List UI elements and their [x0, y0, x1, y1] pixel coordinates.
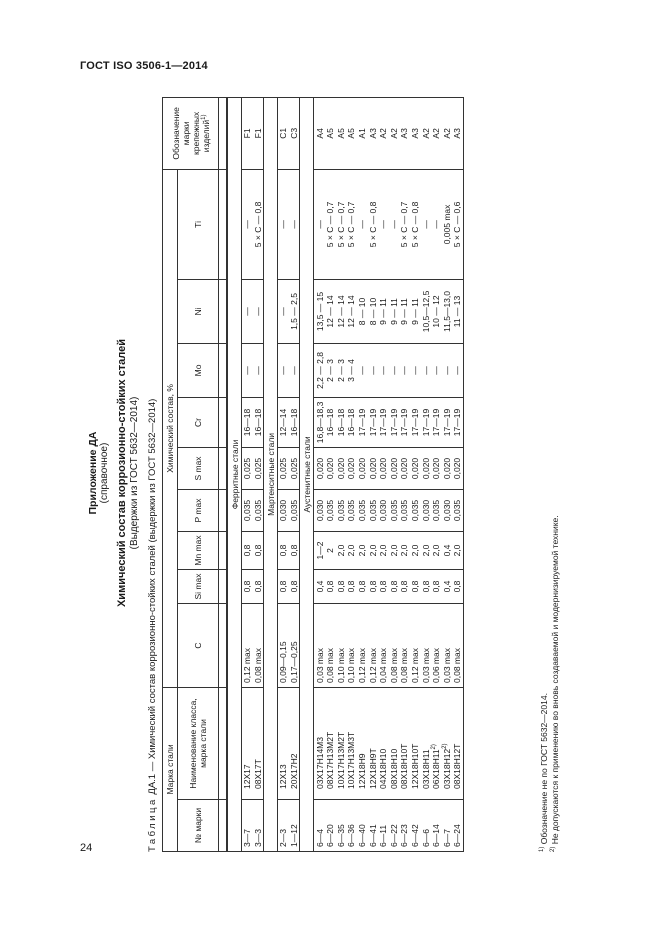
mo-cell: 2 — 3 — [325, 343, 336, 397]
ni-cell: — — [278, 279, 289, 343]
c-cell: 0,03 max — [442, 603, 453, 687]
steel-number-cell: 6—35 — [336, 800, 347, 852]
mo-cell: — — [442, 343, 453, 397]
header-c: C — [178, 603, 219, 687]
p-cell: 0,035 — [336, 489, 347, 531]
steel-number-cell: 6—40 — [357, 800, 368, 852]
header-mn: Mn max — [178, 531, 219, 569]
fastener-mark-cell: A2 — [420, 97, 431, 169]
table-caption — [147, 399, 159, 852]
ti-cell: — — [431, 169, 442, 279]
si-cell: 0,8 — [346, 569, 357, 603]
page-number: 24 — [80, 842, 93, 854]
header-number: № марки — [178, 800, 219, 852]
steel-name-cell — [314, 687, 325, 799]
mo-cell: — — [357, 343, 368, 397]
ti-cell: 5 × С — 0,8 — [253, 169, 264, 279]
steel-name-cell — [442, 687, 453, 799]
s-cell: 0,020 — [420, 447, 431, 489]
s-cell: 0,020 — [367, 447, 378, 489]
cr-cell: 17—19 — [410, 397, 421, 447]
si-cell: 0,8 — [420, 569, 431, 603]
mo-cell: — — [289, 343, 300, 397]
steel-number-cell: 6—20 — [325, 800, 336, 852]
section-ferritic — [227, 97, 242, 851]
mn-cell: 2,0 — [346, 531, 357, 569]
header-fastener-mark — [163, 97, 219, 169]
mo-cell: — — [242, 343, 253, 397]
steel-name-cell — [346, 687, 357, 799]
c-cell: 0,08 max — [399, 603, 410, 687]
fastener-mark-cell: F1 — [253, 97, 264, 169]
ni-cell: 11 — 13 — [452, 279, 463, 343]
s-cell: 0,020 — [346, 447, 357, 489]
c-cell: 0,08 max — [452, 603, 463, 687]
cr-cell: 17—19 — [389, 397, 400, 447]
ni-cell: 8 — 10 — [357, 279, 368, 343]
table-row — [253, 97, 264, 851]
footnote-2 — [550, 515, 561, 852]
ni-cell: 12 — 14 — [325, 279, 336, 343]
steel-name-cell — [399, 687, 410, 799]
cr-cell: 16—18 — [325, 397, 336, 447]
steel-name-cell — [278, 687, 289, 799]
section-martensitic — [264, 97, 278, 851]
si-cell: 0,8 — [399, 569, 410, 603]
table-row — [242, 97, 253, 851]
c-cell: 0,06 max — [431, 603, 442, 687]
p-cell: 0,035 — [289, 489, 300, 531]
ni-cell: 10,5—12,5 — [420, 279, 431, 343]
ti-cell: — — [278, 169, 289, 279]
ti-cell: 5 × С — 0,7 — [336, 169, 347, 279]
cr-cell: 17—19 — [431, 397, 442, 447]
ti-cell: — — [420, 169, 431, 279]
fastener-mark-cell: A2 — [378, 97, 389, 169]
steel-name-cell — [242, 687, 253, 799]
cr-cell: 17—19 — [367, 397, 378, 447]
steel-name-footnote-mark: 2) — [431, 744, 438, 750]
mo-cell: 2 — 3 — [336, 343, 347, 397]
s-cell: 0,025 — [253, 447, 264, 489]
steel-name-cell — [253, 687, 264, 799]
mo-cell: — — [389, 343, 400, 397]
mo-cell: — — [431, 343, 442, 397]
table-row — [399, 97, 410, 851]
p-cell: 0,035 — [253, 489, 264, 531]
c-cell: 0,09—0,15 — [278, 603, 289, 687]
steel-name-cell — [357, 687, 368, 799]
steel-number-cell: 3—3 — [253, 800, 264, 852]
table-row — [378, 97, 389, 851]
ni-cell: 12 — 14 — [336, 279, 347, 343]
mo-cell: — — [378, 343, 389, 397]
mn-cell: 0,4 — [442, 531, 453, 569]
ti-cell: 5 × С — 0,6 — [452, 169, 463, 279]
cr-cell: 16—18 — [253, 397, 264, 447]
steel-name-text: 12Х18Н9 — [357, 753, 368, 789]
ni-cell: 9 — 11 — [410, 279, 421, 343]
mn-cell: 2,0 — [410, 531, 421, 569]
si-cell: 0,8 — [367, 569, 378, 603]
fastener-mark-cell: F1 — [242, 97, 253, 169]
header-steel-grade: Марка стали — [163, 687, 178, 851]
chem-subtitle: (Выдержки из ГОСТ 5632—2014) — [129, 396, 140, 550]
fastener-mark-cell: A2 — [389, 97, 400, 169]
steel-number-cell: 6—41 — [367, 800, 378, 852]
table-caption-text: ДА.1 — Химический состав коррозионно-стойких сталей (выдержки из ГОСТ 5632—2014) — [147, 398, 158, 798]
mo-cell: — — [452, 343, 463, 397]
ti-cell: 5 × С — 0,8 — [410, 169, 421, 279]
fastener-mark-cell: A5 — [336, 97, 347, 169]
steel-name-text: 20Х17Н2 — [289, 753, 300, 789]
fastener-mark-cell: A2 — [442, 97, 453, 169]
mo-cell: 2,2 — 2,8 — [314, 343, 325, 397]
ni-cell: 13,5 — 15 — [314, 279, 325, 343]
footnote-1-text: Обозначение не по ГОСТ 5632—2014. — [539, 693, 549, 847]
mn-cell: 1—2 — [314, 531, 325, 569]
ni-cell: 9 — 11 — [399, 279, 410, 343]
steel-name-cell — [420, 687, 431, 799]
p-cell: 0,030 — [278, 489, 289, 531]
steel-number-cell: 1—12 — [289, 800, 300, 852]
table-row — [389, 97, 400, 851]
p-cell: 0,035 — [399, 489, 410, 531]
si-cell: 0,8 — [289, 569, 300, 603]
appendix-subtitle: (справочное) — [99, 442, 110, 504]
cr-cell: 17—19 — [452, 397, 463, 447]
table-row — [346, 97, 357, 851]
mn-cell: 2,0 — [420, 531, 431, 569]
p-cell: 0,030 — [442, 489, 453, 531]
table-row — [367, 97, 378, 851]
steel-name-text: 12Х18Н10Т — [410, 743, 421, 789]
chem-table — [162, 97, 464, 852]
fastener-mark-cell: C1 — [278, 97, 289, 169]
header-fastener-text: Обозначение марки крепежных изделий — [170, 107, 211, 160]
mn-cell: 0,8 — [278, 531, 289, 569]
table-row — [431, 97, 442, 851]
s-cell: 0,020 — [378, 447, 389, 489]
si-cell: 0,8 — [431, 569, 442, 603]
steel-name-text: 08Х18Н10 — [388, 748, 399, 789]
s-cell: 0,020 — [325, 447, 336, 489]
cr-cell: 16—18 — [336, 397, 347, 447]
ni-cell: 11,5—13,0 — [442, 279, 453, 343]
mn-cell: 2,0 — [452, 531, 463, 569]
c-cell: 0,17—0,25 — [289, 603, 300, 687]
fastener-mark-cell: A5 — [325, 97, 336, 169]
s-cell: 0,025 — [242, 447, 253, 489]
steel-name-text: 08Х18Н10Т — [399, 743, 410, 789]
ti-cell: 5 × С — 0,7 — [346, 169, 357, 279]
table-row — [420, 97, 431, 851]
cr-cell: 17—19 — [399, 397, 410, 447]
header-chem-composition: Химический состав, % — [163, 169, 178, 687]
steel-name-text: 03Х17Н14М3 — [314, 737, 325, 789]
table-caption-label: Таблица — [147, 797, 158, 852]
s-cell: 0,025 — [278, 447, 289, 489]
table-row — [442, 97, 453, 851]
cr-cell: 16,8—18,3 — [314, 397, 325, 447]
c-cell: 0,12 max — [367, 603, 378, 687]
c-cell: 0,10 max — [346, 603, 357, 687]
p-cell: 0,035 — [389, 489, 400, 531]
mo-cell: — — [420, 343, 431, 397]
p-cell: 0,035 — [346, 489, 357, 531]
c-cell: 0,12 max — [242, 603, 253, 687]
fastener-mark-cell: A5 — [346, 97, 357, 169]
steel-number-cell: 6—4 — [314, 800, 325, 852]
ti-cell: — — [389, 169, 400, 279]
c-cell: 0,03 max — [420, 603, 431, 687]
ti-cell: 5 × С — 0,8 — [367, 169, 378, 279]
section-title: Аустенитные стали — [300, 97, 314, 851]
mo-cell: — — [367, 343, 378, 397]
header-ti: Ti — [178, 169, 219, 279]
steel-name-cell — [336, 687, 347, 799]
c-cell: 0,08 max — [389, 603, 400, 687]
column-number-row — [219, 97, 228, 851]
header-mo: Mo — [178, 343, 219, 397]
s-cell: 0,020 — [431, 447, 442, 489]
s-cell: 0,020 — [410, 447, 421, 489]
section-title: Мартенситные стали — [264, 97, 278, 851]
si-cell: 0,8 — [336, 569, 347, 603]
steel-name-text: 08Х17Н13М2Т — [325, 731, 336, 789]
s-cell: 0,020 — [389, 447, 400, 489]
steel-name-cell — [378, 687, 389, 799]
header-fastener-sup: 1) — [200, 114, 207, 120]
p-cell: 0,035 — [367, 489, 378, 531]
ni-cell: 10 — 12 — [431, 279, 442, 343]
c-cell: 0,12 max — [410, 603, 421, 687]
si-cell: 0,4 — [314, 569, 325, 603]
si-cell: 0,8 — [278, 569, 289, 603]
footnote-2-text: Не допускаются к применению во вновь создаваемой и модернизируемой технике. — [549, 515, 560, 847]
rotated-appendix-content — [75, 88, 615, 858]
p-cell: 0,030 — [378, 489, 389, 531]
si-cell: 0,8 — [253, 569, 264, 603]
steel-name-text: 03Х18Н12 — [441, 748, 452, 789]
ti-cell: — — [289, 169, 300, 279]
table-row — [452, 97, 463, 851]
ti-cell: 5 × С — 0,7 — [399, 169, 410, 279]
steel-name-cell — [410, 687, 421, 799]
cr-cell: 16—18 — [242, 397, 253, 447]
s-cell: 0,020 — [314, 447, 325, 489]
mn-cell: 2 — [325, 531, 336, 569]
ti-cell: 5 × С — 0,7 — [325, 169, 336, 279]
s-cell: 0,020 — [442, 447, 453, 489]
si-cell: 0,8 — [378, 569, 389, 603]
p-cell: 0,035 — [431, 489, 442, 531]
fastener-mark-cell: A3 — [399, 97, 410, 169]
table-row — [278, 97, 289, 851]
footnote-2-mark: 2) — [549, 846, 556, 852]
s-cell: 0,025 — [289, 447, 300, 489]
ni-cell: 9 — 11 — [389, 279, 400, 343]
fastener-mark-cell: A3 — [452, 97, 463, 169]
steel-name-text: 08Х17Т — [252, 759, 263, 789]
cr-cell: 17—19 — [442, 397, 453, 447]
table-row — [289, 97, 300, 851]
steel-name-text: 12Х17 — [242, 764, 253, 789]
steel-number-cell: 6—11 — [378, 800, 389, 852]
si-cell: 0,4 — [442, 569, 453, 603]
si-cell: 0,8 — [389, 569, 400, 603]
si-cell: 0,8 — [452, 569, 463, 603]
ni-cell: — — [242, 279, 253, 343]
ti-cell: 0,005 max — [442, 169, 453, 279]
si-cell: 0,8 — [242, 569, 253, 603]
chem-title: Химический состав коррозионно-стойких сталей — [116, 338, 128, 608]
s-cell: 0,020 — [336, 447, 347, 489]
mo-cell: 3 — 4 — [346, 343, 357, 397]
steel-name-text: 08Х18Н12Т — [452, 743, 463, 789]
si-cell: 0,8 — [325, 569, 336, 603]
p-cell: 0,030 — [420, 489, 431, 531]
mn-cell: 2,0 — [431, 531, 442, 569]
table-row — [357, 97, 368, 851]
table-row — [336, 97, 347, 851]
document-header: ГОСТ ISO 3506-1—2014 — [80, 60, 208, 72]
steel-number-cell: 6—36 — [346, 800, 357, 852]
cr-cell: 16—18 — [289, 397, 300, 447]
steel-name-cell — [431, 687, 442, 799]
c-cell: 0,10 max — [336, 603, 347, 687]
header-si: Si max — [178, 569, 219, 603]
section-austenitic — [300, 97, 314, 851]
mn-cell: 2,0 — [367, 531, 378, 569]
s-cell: 0,020 — [452, 447, 463, 489]
mn-cell: 0,8 — [289, 531, 300, 569]
steel-name-text: 06Х18Н11 — [431, 749, 442, 789]
mn-cell: 0,8 — [242, 531, 253, 569]
section-title: Ферритные стали — [227, 97, 242, 851]
steel-name-footnote-mark: 2) — [441, 743, 448, 749]
steel-number-cell: 6—7 — [442, 800, 453, 852]
cr-cell: 17—19 — [420, 397, 431, 447]
steel-name-cell — [289, 687, 300, 799]
p-cell: 0,035 — [325, 489, 336, 531]
fastener-mark-cell: A1 — [357, 97, 368, 169]
fastener-mark-cell: A3 — [410, 97, 421, 169]
steel-name-text: 10Х17Н13М2Т — [335, 731, 346, 789]
steel-number-cell: 6—42 — [410, 800, 421, 852]
ni-cell: — — [253, 279, 264, 343]
steel-name-cell — [452, 687, 463, 799]
header-p: P max — [178, 489, 219, 531]
mn-cell: 0,8 — [253, 531, 264, 569]
cr-cell: 12—14 — [278, 397, 289, 447]
table-row — [325, 97, 336, 851]
steel-number-cell: 6—23 — [399, 800, 410, 852]
c-cell: 0,08 max — [325, 603, 336, 687]
fastener-mark-cell: A3 — [367, 97, 378, 169]
ni-cell: 8 — 10 — [367, 279, 378, 343]
steel-number-cell: 3—7 — [242, 800, 253, 852]
steel-name-cell — [389, 687, 400, 799]
p-cell: 0,030 — [314, 489, 325, 531]
steel-number-cell: 6—6 — [420, 800, 431, 852]
footnote-1-mark: 1) — [539, 846, 546, 852]
steel-name-text: 03Х18Н11 — [420, 749, 431, 789]
mo-cell: — — [278, 343, 289, 397]
table-row — [314, 97, 325, 851]
steel-name-text: 12Х18Н9Т — [367, 748, 378, 789]
ti-cell: — — [314, 169, 325, 279]
si-cell: 0,8 — [410, 569, 421, 603]
header-class-name: Наименование класса, марка стали — [178, 687, 219, 799]
c-cell: 0,12 max — [357, 603, 368, 687]
ti-cell: — — [357, 169, 368, 279]
header-s: S max — [178, 447, 219, 489]
mn-cell: 2,0 — [378, 531, 389, 569]
steel-name-text: 04Х18Н10 — [378, 748, 389, 789]
mn-cell: 2,0 — [336, 531, 347, 569]
cr-cell: 17—19 — [357, 397, 368, 447]
header-cr: Cr — [178, 397, 219, 447]
chem-table-body — [219, 97, 464, 851]
ni-cell: 1,5 — 2,5 — [289, 279, 300, 343]
table-row — [410, 97, 421, 851]
s-cell: 0,020 — [357, 447, 368, 489]
p-cell: 0,035 — [242, 489, 253, 531]
footnote-1 — [539, 515, 550, 852]
steel-number-cell: 2—3 — [278, 800, 289, 852]
ti-cell: — — [242, 169, 253, 279]
cr-cell: 17—19 — [378, 397, 389, 447]
steel-name-text: 12Х13 — [278, 764, 289, 789]
mo-cell: — — [253, 343, 264, 397]
mn-cell: 2,0 — [357, 531, 368, 569]
footnotes — [539, 515, 560, 852]
steel-number-cell: 6—24 — [452, 800, 463, 852]
mo-cell: — — [399, 343, 410, 397]
steel-name-text: 10Х17Н13М3Т — [346, 731, 357, 789]
c-cell: 0,03 max — [314, 603, 325, 687]
fastener-mark-cell: A4 — [314, 97, 325, 169]
steel-number-cell: 6—14 — [431, 800, 442, 852]
mn-cell: 2,0 — [399, 531, 410, 569]
p-cell: 0,035 — [357, 489, 368, 531]
ni-cell: 9 — 11 — [378, 279, 389, 343]
c-cell: 0,08 max — [253, 603, 264, 687]
steel-name-cell — [325, 687, 336, 799]
steel-number-cell: 6—22 — [389, 800, 400, 852]
p-cell: 0,035 — [410, 489, 421, 531]
p-cell: 0,035 — [452, 489, 463, 531]
si-cell: 0,8 — [357, 569, 368, 603]
mn-cell: 2,0 — [389, 531, 400, 569]
appendix-title: Приложение ДА — [87, 431, 99, 515]
fastener-mark-cell: A2 — [431, 97, 442, 169]
s-cell: 0,020 — [399, 447, 410, 489]
header-ni: Ni — [178, 279, 219, 343]
ni-cell: 12 — 14 — [346, 279, 357, 343]
steel-name-cell — [367, 687, 378, 799]
cr-cell: 16—18 — [346, 397, 357, 447]
fastener-mark-cell: C3 — [289, 97, 300, 169]
ti-cell: — — [378, 169, 389, 279]
mo-cell: — — [410, 343, 421, 397]
c-cell: 0,04 max — [378, 603, 389, 687]
